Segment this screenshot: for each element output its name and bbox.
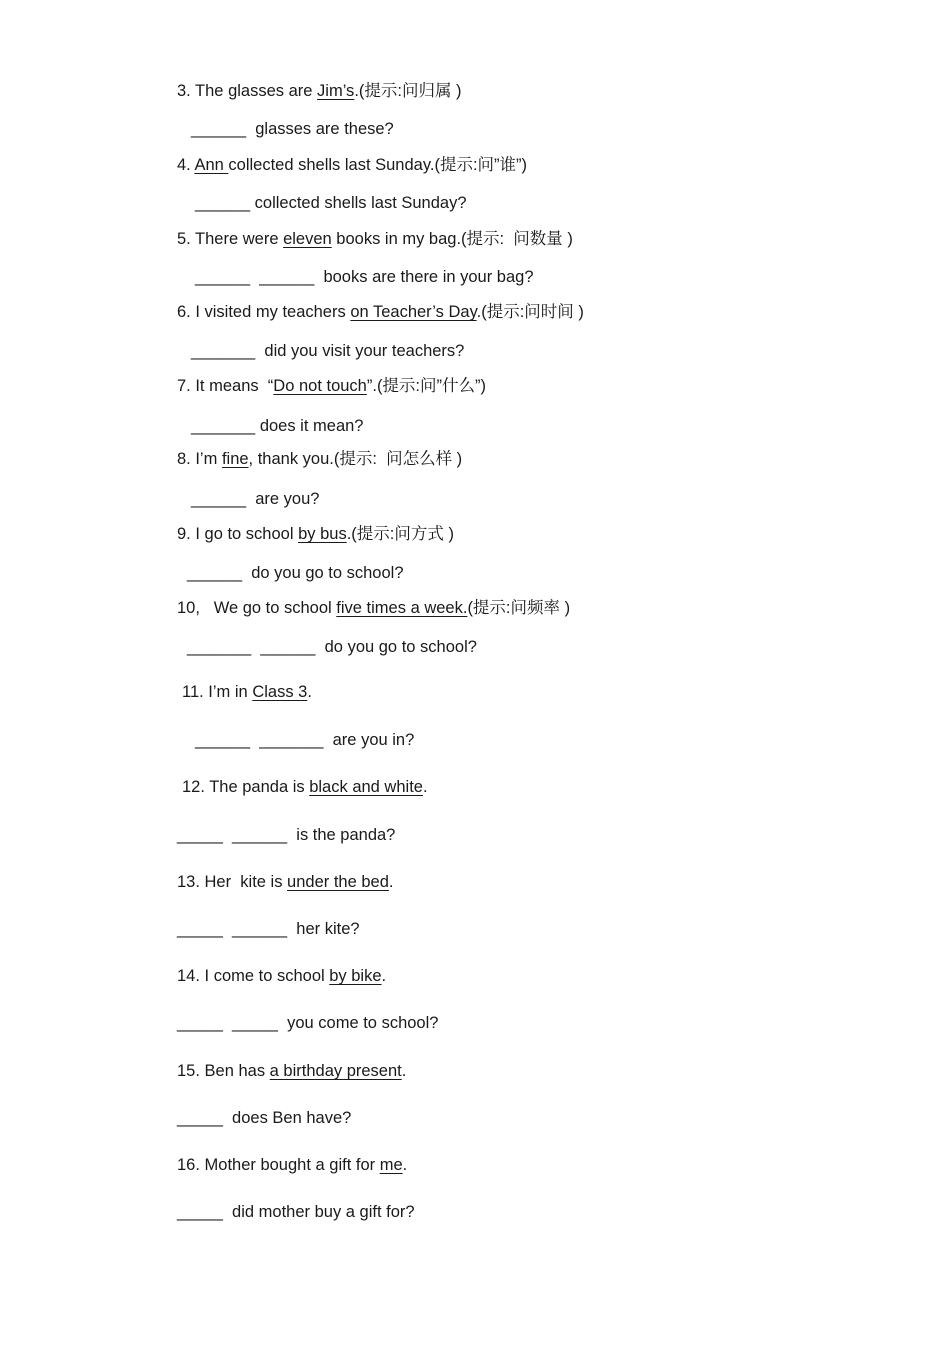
underlined-answer-key: by bus	[298, 525, 347, 543]
underlined-answer-key: a birthday present	[269, 1062, 402, 1080]
question-12	[182, 777, 428, 797]
line-text: _____ did mother buy a gift for?	[177, 1203, 415, 1221]
line-text: .	[381, 967, 387, 985]
underlined-answer-key: by bike	[329, 967, 382, 985]
line-text: 8. I’m	[177, 450, 222, 468]
line-text: .	[402, 1156, 408, 1174]
underlined-answer-key: fine	[221, 450, 249, 468]
question-6	[177, 302, 584, 322]
line-text: , thank you.(提示: 问怎么样 )	[248, 450, 463, 468]
line-text: ”.(提示:问”什么”)	[366, 377, 487, 395]
line-text: 13. Her kite is	[177, 873, 288, 891]
line-text: 11. I’m in	[182, 683, 253, 701]
answer-14	[177, 1013, 438, 1033]
answer-16	[177, 1202, 415, 1222]
question-13	[177, 872, 393, 892]
line-text: .	[422, 778, 428, 796]
line-text: .(提示:问时间 )	[476, 303, 584, 321]
answer-15	[177, 1108, 351, 1128]
question-15	[177, 1061, 406, 1081]
line-text: ______ ______ books are there in your bag?	[195, 268, 534, 286]
question-10	[177, 598, 570, 618]
line-text: .	[401, 1062, 407, 1080]
line-text: _____ _____ you come to school?	[177, 1014, 439, 1032]
line-text: collected shells last Sunday.(提示:问”谁”)	[228, 156, 528, 174]
line-text: _______ ______ do you go to school?	[187, 638, 477, 656]
underlined-answer-key: Jim’s	[317, 82, 355, 100]
question-14	[177, 966, 386, 986]
answer-6	[191, 341, 464, 361]
answer-11	[195, 730, 414, 750]
question-16	[177, 1155, 407, 1175]
line-text: _______ did you visit your teachers?	[191, 342, 465, 360]
line-text: 7. It means “	[177, 377, 274, 395]
underlined-answer-key: eleven	[283, 230, 332, 248]
line-text: 14. I come to school	[177, 967, 330, 985]
underlined-answer-key: me	[379, 1156, 403, 1174]
line-text: 10, We go to school	[177, 599, 337, 617]
answer-10	[187, 637, 477, 657]
question-8	[177, 449, 462, 469]
answer-5	[195, 267, 534, 287]
line-text: 4.	[177, 156, 195, 174]
underlined-answer-key: Ann	[194, 156, 229, 174]
answer-13	[177, 919, 360, 939]
answer-8	[191, 489, 319, 509]
question-5	[177, 229, 573, 249]
line-text: books in my bag.(提示: 问数量 )	[331, 230, 573, 248]
line-text: _____ ______ is the panda?	[177, 826, 396, 844]
answer-3	[191, 119, 394, 139]
line-text: 9. I go to school	[177, 525, 299, 543]
question-3	[177, 81, 462, 101]
line-text: 5. There were	[177, 230, 284, 248]
line-text: ______ do you go to school?	[187, 564, 404, 582]
answer-7	[191, 416, 363, 436]
line-text: ______ glasses are these?	[191, 120, 394, 138]
underlined-answer-key: black and white	[309, 778, 423, 796]
line-text: .(提示:问方式 )	[346, 525, 454, 543]
question-4	[177, 155, 527, 175]
answer-9	[187, 563, 404, 583]
line-text: ______ are you?	[191, 490, 320, 508]
line-text: ______ collected shells last Sunday?	[195, 194, 467, 212]
line-text: ______ _______ are you in?	[195, 731, 415, 749]
line-text: .(提示:问归属 )	[354, 82, 462, 100]
answer-12	[177, 825, 395, 845]
line-text: _______ does it mean?	[191, 417, 364, 435]
line-text: 3. The glasses are	[177, 82, 318, 100]
line-text: 15. Ben has	[177, 1062, 270, 1080]
underlined-answer-key: under the bed	[287, 873, 389, 891]
line-text: .	[388, 873, 394, 891]
underlined-answer-key: on Teacher’s Day	[350, 303, 477, 321]
line-text: _____ ______ her kite?	[177, 920, 360, 938]
line-text: _____ does Ben have?	[177, 1109, 352, 1127]
question-9	[177, 524, 454, 544]
underlined-answer-key: five times a week.	[336, 599, 468, 617]
line-text: (提示:问频率 )	[467, 599, 571, 617]
line-text: 6. I visited my teachers	[177, 303, 351, 321]
underlined-answer-key: Class 3	[252, 683, 308, 701]
underlined-answer-key: Do not touch	[273, 377, 367, 395]
line-text: 12. The panda is	[182, 778, 310, 796]
line-text: 16. Mother bought a gift for	[177, 1156, 380, 1174]
line-text: .	[307, 683, 312, 701]
answer-4	[195, 193, 467, 213]
question-11	[182, 682, 312, 702]
question-7	[177, 376, 486, 396]
